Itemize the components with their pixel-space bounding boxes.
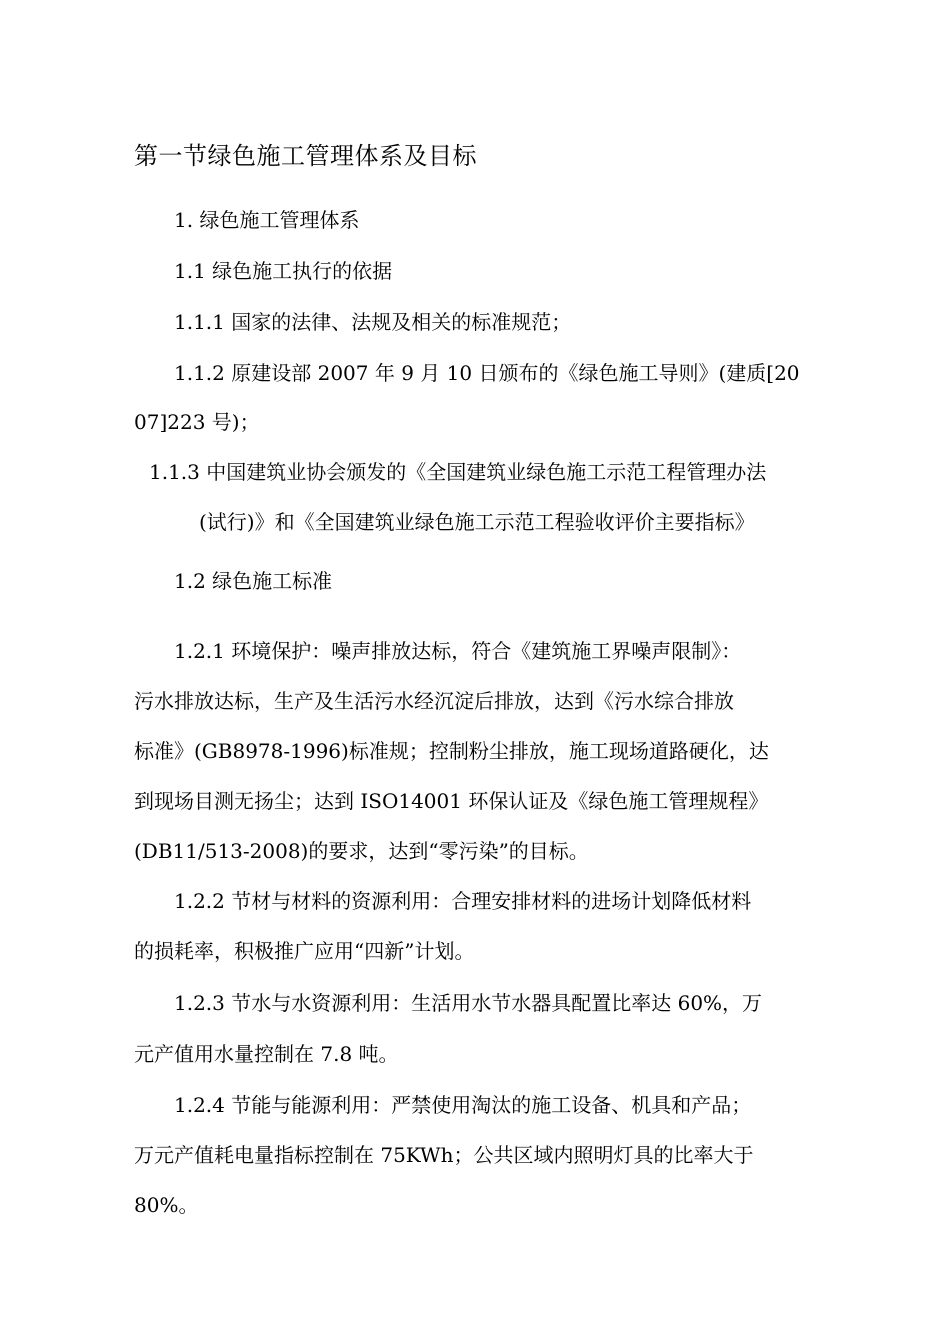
- paragraph-1-2-1-line4: 到现场目测无扬尘；达到 ISO14001 环保认证及《绿色施工管理规程》: [134, 789, 769, 813]
- paragraph-1-2-1-line1: 1.2.1 环境保护：噪声排放达标，符合《建筑施工界噪声限制》：: [174, 639, 742, 663]
- paragraph-1-2-4-line3: 80%。: [134, 1193, 199, 1217]
- paragraph-1-2-1-line5: (DB11/513-2008)的要求，达到“零污染”的目标。: [134, 839, 589, 863]
- paragraph-1-1-3-line2: (试行)》和《全国建筑业绿色施工示范工程验收评价主要指标》: [199, 510, 755, 534]
- paragraph-1-2: 1.2 绿色施工标准: [174, 569, 333, 593]
- paragraph-1-2-2-line1: 1.2.2 节材与材料的资源利用：合理安排材料的进场计划降低材料: [174, 889, 752, 913]
- paragraph-1-1-2-line2: 07]223 号)；: [134, 410, 260, 434]
- paragraph-1-1-3-line1: 1.1.3 中国建筑业协会颁发的《全国建筑业绿色施工示范工程管理办法: [149, 460, 767, 484]
- paragraph-1-1: 1.1 绿色施工执行的依据: [174, 259, 393, 283]
- paragraph-1-1-1: 1.1.1 国家的法律、法规及相关的标准规范；: [174, 310, 572, 334]
- paragraph-1-1-2-line1: 1.1.2 原建设部 2007 年 9 月 10 日颁布的《绿色施工导则》(建质[20: [174, 361, 800, 385]
- paragraph-1-2-3-line2: 元产值用水量控制在 7.8 吨。: [134, 1042, 399, 1066]
- paragraph-1: 1. 绿色施工管理体系: [174, 208, 360, 232]
- section-heading: 第一节绿色施工管理体系及目标: [134, 142, 477, 170]
- paragraph-1-2-4-line1: 1.2.4 节能与能源利用：严禁使用淘汰的施工设备、机具和产品；: [174, 1093, 752, 1117]
- paragraph-1-2-4-line2: 万元产值耗电量指标控制在 75KWh；公共区域内照明灯具的比率大于: [134, 1143, 754, 1167]
- paragraph-1-2-3-line1: 1.2.3 节水与水资源利用：生活用水节水器具配置比率达 60%，万: [174, 991, 763, 1015]
- paragraph-1-2-1-line2: 污水排放达标，生产及生活污水经沉淀后排放，达到《污水综合排放: [134, 689, 734, 713]
- paragraph-1-2-2-line2: 的损耗率，积极推广应用“四新”计划。: [134, 939, 475, 963]
- paragraph-1-2-1-line3: 标准》(GB8978-1996)标准规；控制粉尘排放，施工现场道路硬化，达: [134, 739, 769, 763]
